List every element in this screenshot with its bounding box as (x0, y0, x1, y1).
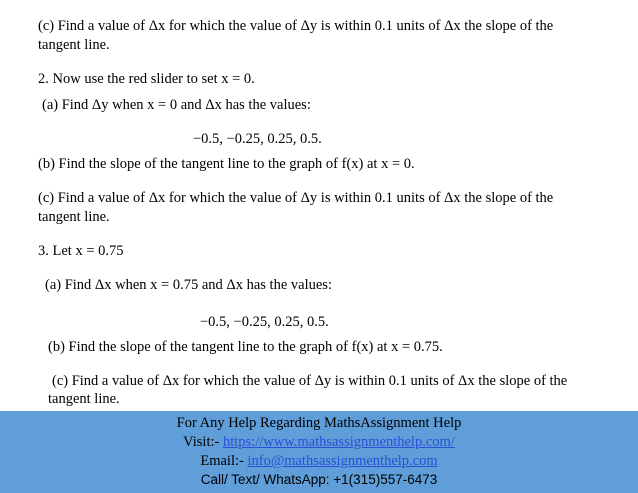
value-list: −0.5, −0.25, 0.25, 0.5. (200, 314, 329, 330)
text-line: (a) Find Δx when x = 0.75 and Δx has the values: (45, 277, 332, 293)
text-line: (c) Find a value of Δx for which the value of Δy is within 0.1 units of Δx the slope of the (38, 18, 554, 34)
text-line: (c) Find a value of Δx for which the value of Δy is within 0.1 units of Δx the slope of the (52, 373, 568, 389)
email-link[interactable]: info@mathsassignmenthelp.com (247, 453, 438, 469)
footer-visit-label: Visit:- (183, 434, 223, 450)
text-line: (b) Find the slope of the tangent line to the graph of f(x) at x = 0. (38, 156, 415, 172)
footer-email-label: Email:- (200, 453, 248, 469)
footer-email (0, 452, 638, 470)
text-line: (c) Find a value of Δx for which the value of Δy is within 0.1 units of Δx the slope of the (38, 190, 554, 206)
text-line: (b) Find the slope of the tangent line to the graph of f(x) at x = 0.75. (48, 339, 443, 355)
website-link[interactable]: https://www.mathsassignmenthelp.com/ (222, 434, 455, 450)
value-list: −0.5, −0.25, 0.25, 0.5. (193, 131, 322, 147)
text-line: tangent line. (48, 391, 120, 407)
contact-footer (0, 411, 638, 493)
footer-visit (0, 433, 638, 451)
section-heading: 2. Now use the red slider to set x = 0. (38, 71, 255, 87)
footer-contact: Call/ Text/ WhatsApp: +1(315)557-6473 (200, 472, 438, 487)
text-line: tangent line. (38, 37, 110, 53)
text-line: (a) Find Δy when x = 0 and Δx has the values: (42, 97, 311, 113)
section-heading: 3. Let x = 0.75 (38, 243, 124, 259)
footer-help-text: For Any Help Regarding MathsAssignment Help (176, 415, 462, 431)
text-line: tangent line. (38, 209, 110, 225)
